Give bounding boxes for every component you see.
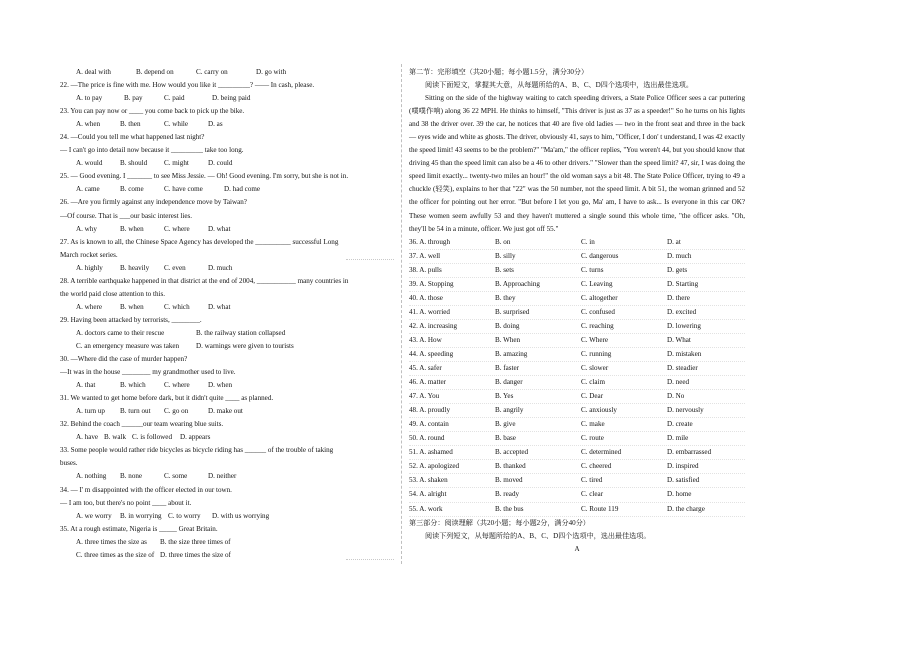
section-header-cloze: 第二节：完形填空（共20小题；每小题1.5分，满分30分）	[409, 68, 589, 76]
answer-option: D. what	[208, 302, 231, 311]
question-line: 28. A terrible earthquake happened in that district at the end of 2004, ___________ many countries in	[60, 276, 349, 285]
answer-option: A. three times the size as	[76, 537, 147, 546]
answer-option: D. much	[208, 263, 233, 272]
choice-option: 42. A. increasing	[409, 321, 458, 330]
answer-option: C. even	[164, 263, 186, 272]
choice-option: 39. A. Stopping	[409, 279, 454, 288]
question-line: 24. —Could you tell me what happened last night?	[60, 133, 205, 142]
answer-option: A. where	[76, 302, 102, 311]
answer-option: D. three times the size of	[160, 550, 231, 559]
dotted-leader	[346, 259, 394, 260]
answer-option: A. deal with	[76, 68, 111, 76]
choice-option: B. accepted	[495, 448, 529, 457]
question-line: —Of course. That is ___our basic interest lies.	[60, 211, 193, 220]
choice-option: B. silly	[495, 251, 516, 260]
choice-option: D. at	[667, 237, 681, 246]
choice-option: 44. A. speeding	[409, 349, 454, 358]
question-line: 23. You can pay now or ____ you come back to pick up the bike.	[60, 107, 245, 116]
answer-option: B. then	[120, 120, 141, 129]
choice-option: C. route	[581, 434, 604, 443]
answer-option: B. the size three times of	[160, 537, 231, 546]
choice-option: D. home	[667, 490, 692, 499]
answer-option: D. could	[208, 159, 233, 168]
answer-option: A. came	[76, 185, 100, 194]
answer-option: A. to pay	[76, 94, 103, 103]
choice-option: 43. A. How	[409, 335, 442, 344]
answer-option: A. highly	[76, 263, 103, 272]
choice-option: C. Dear	[581, 392, 604, 401]
choice-option: C. confused	[581, 307, 615, 316]
answer-option: B. when	[120, 302, 144, 311]
answer-options	[60, 327, 394, 340]
choice-option: D. embarrassed	[667, 448, 712, 457]
choice-option: D. No	[667, 392, 685, 401]
answer-option: C. where	[164, 224, 190, 233]
choice-option: B. surprised	[495, 307, 530, 316]
choice-option: C. dangerous	[581, 251, 619, 260]
choice-row	[409, 390, 745, 404]
choice-option: D. much	[667, 251, 692, 260]
answer-option: A. why	[76, 224, 97, 233]
answer-option: D. had come	[224, 185, 261, 194]
choice-option: D. mistaken	[667, 349, 702, 358]
choice-option: D. inspired	[667, 462, 699, 471]
answer-option: B. depend on	[136, 68, 174, 76]
choice-option: D. gets	[667, 265, 688, 274]
choice-option: B. on	[495, 237, 511, 246]
choice-option: C. slower	[581, 364, 609, 373]
choice-option: 52. A. apologized	[409, 462, 460, 471]
choice-row	[409, 503, 745, 517]
choice-row	[409, 320, 745, 334]
choice-option: D. lowering	[667, 321, 701, 330]
choice-row	[409, 376, 745, 390]
question-line: 25. — Good evening. I _______ to see Miss Jessie. — Oh! Good evening. I'm sorry, but she is not in.	[60, 172, 349, 181]
choice-option: C. reaching	[581, 321, 614, 330]
cloze-choices	[409, 236, 745, 517]
answer-option: B. in worrying	[120, 511, 162, 520]
choice-row	[409, 418, 745, 432]
choice-row	[409, 236, 745, 250]
answer-option: C. is followed	[132, 433, 172, 442]
choice-option: 36. A. through	[409, 237, 450, 246]
choice-option: 46. A. matter	[409, 378, 447, 387]
choice-option: D. the charge	[667, 504, 705, 513]
column-divider	[401, 64, 402, 564]
choice-option: C. Route 119	[581, 504, 619, 513]
choice-option: 40. A. those	[409, 293, 443, 302]
choice-row	[409, 488, 745, 502]
choice-row	[409, 264, 745, 278]
choice-option: C. cheered	[581, 462, 612, 471]
question-line: 35. At a rough estimate, Nigeria is _____ Great Britain.	[60, 524, 218, 533]
choice-option: B. amazing	[495, 349, 528, 358]
answer-options	[60, 536, 394, 549]
answer-option: A. nothing	[76, 472, 107, 481]
answer-option: D. being paid	[212, 94, 251, 103]
answer-option: D. neither	[208, 472, 237, 481]
choice-option: B. danger	[495, 378, 523, 387]
choice-row	[409, 306, 745, 320]
choice-option: B. the bus	[495, 504, 524, 513]
choice-option: C. tired	[581, 476, 603, 485]
answer-option: A. that	[76, 381, 96, 390]
choice-option: 50. A. round	[409, 434, 445, 443]
choice-option: 53. A. shaken	[409, 476, 448, 485]
answer-option: D. what	[208, 224, 231, 233]
choice-option: 48. A. proudly	[409, 406, 450, 415]
choice-row	[409, 446, 745, 460]
answer-option: B. pay	[124, 94, 143, 103]
right-column	[409, 66, 745, 556]
question-line: 30. —Where did the case of murder happen?	[60, 355, 188, 364]
answer-option: D. with us worrying	[212, 511, 270, 520]
answer-options	[60, 183, 394, 196]
choice-option: C. running	[581, 349, 612, 358]
answer-option: B. turn out	[120, 407, 151, 416]
question-line: 29. Having been attacked by terrorists, ________.	[60, 315, 202, 324]
question-line: the world paid close attention to this.	[60, 289, 166, 298]
answer-option: D. when	[208, 381, 233, 390]
choice-option: 51. A. ashamed	[409, 448, 453, 457]
answer-option: A. turn up	[76, 407, 105, 416]
answer-option: B. the railway station collapsed	[196, 328, 286, 337]
answer-option: C. which	[164, 302, 190, 311]
choice-option: D. excited	[667, 307, 697, 316]
choice-option: B. give	[495, 420, 516, 429]
choice-option: C. claim	[581, 378, 606, 387]
question-line: 31. We wanted to get home before dark, but it didn't quite ____ as planned.	[60, 394, 274, 403]
choice-option: B. base	[495, 434, 516, 443]
choice-option: C. determined	[581, 448, 622, 457]
answer-options	[60, 340, 394, 353]
choice-row	[409, 348, 745, 362]
choice-option: 45. A. safer	[409, 364, 442, 373]
choice-option: D. need	[667, 378, 690, 387]
question-line: March rocket series.	[60, 249, 394, 262]
answer-option: B. heavily	[120, 263, 150, 272]
answer-option: D. warnings were given to tourists	[196, 341, 294, 350]
choice-option: C. altogether	[581, 293, 618, 302]
answer-option: B. should	[120, 159, 148, 168]
question-line: 22. —The price is fine with me. How would you like it _________? —— In cash, please.	[60, 81, 315, 90]
choice-row	[409, 460, 745, 474]
answer-option: A. would	[76, 159, 103, 168]
answer-options	[60, 157, 394, 170]
choice-row	[409, 362, 745, 376]
answer-option: C. carry on	[196, 68, 228, 76]
question-line: 34. — I' m disappointed with the officer elected in our town.	[60, 485, 232, 494]
question-line: 27. As is known to all, the Chinese Space Agency has developed the __________ successful Long	[60, 237, 339, 246]
answer-option: B. none	[120, 472, 143, 481]
choice-option: D. satisfied	[667, 476, 700, 485]
choice-row	[409, 292, 745, 306]
answer-option: A. we worry	[76, 511, 112, 520]
answer-option: C. where	[164, 381, 190, 390]
choice-option: D. What	[667, 335, 691, 344]
choice-option: D. create	[667, 420, 693, 429]
answer-options	[60, 66, 394, 79]
choice-row	[409, 474, 745, 488]
instruction-cloze: 阅读下面短文，掌握其大意，从每题所给的A、B、C、D四个选项中，选出最佳选项。	[425, 81, 693, 90]
cloze-passage: Sitting on the side of the highway waiting to catch speeding drivers, a State Police Officer sees a car puttering (噗噗作响) along 36 22 MPH. He thinks to himself, "This driver is just as 37 as a speeder!" So he turns on his lights and 38 the driver over. 39 the car, he notices that 40 are five old ladies — two in the front seat and three in the back — eyes wide and white as ghosts. The driver, obviously 41, says to him, "Officer, I don' t understand, I was 42 exactly the speed limit! 43 seems to be the problem?" "Ma'am," the officer replies, "You weren't 44, but you should know that driving 45 than the speed limit can also be a 46 to other drivers." "Slower than the speed limit? 47, sir, I was doing the speed limit exactly... twenty-two miles an hour!" the old woman says a bit 48. The State Police Officer, trying to 49 a chuckle (轻笑), explains to her that "22" was the 50 number, not the speed limit. A bit 51, the woman grinned and 52 the officer for pointing out her error. "But before I let you go, Ma' am, I have to ask... Is everyone in this car OK? These women seem awfully 53 and they haven't muttered a single sound this whole time, "the officer asks. "Oh, they'll be 54 in a minute, officer. We just got off 55."	[409, 94, 745, 233]
answer-options	[60, 118, 394, 131]
answer-option: A. doctors came to their rescue	[76, 328, 165, 337]
answer-options	[60, 510, 394, 523]
answer-options	[60, 549, 394, 562]
choice-option: 47. A. You	[409, 392, 440, 401]
choice-row	[409, 404, 745, 418]
answer-option: C. some	[164, 472, 188, 481]
answer-option: C. three times as the size of	[76, 550, 155, 559]
answer-option: C. go on	[164, 407, 189, 416]
question-line: 32. Behind the coach ______our team wearing blue suits.	[60, 420, 224, 429]
choice-option: C. turns	[581, 265, 604, 274]
question-line: —It was in the house ________ my grandmother used to live.	[60, 368, 236, 377]
answer-options	[60, 379, 394, 392]
answer-option: D. as	[208, 120, 223, 129]
answer-option: C. an emergency measure was taken	[76, 341, 180, 350]
question-line: 26. —Are you firmly against any independence move by Taiwan?	[60, 198, 247, 207]
question-line: — I am too, but there's no point ____ about it.	[60, 498, 192, 507]
choice-option: C. clear	[581, 490, 604, 499]
answer-option: C. might	[164, 159, 189, 168]
question-line: 33. Some people would rather ride bicycles as bicycle riding has ______ of the trouble of taking	[60, 446, 334, 455]
question-line: buses.	[60, 459, 78, 468]
choice-option: C. Leaving	[581, 279, 613, 288]
answer-options	[60, 262, 394, 275]
choice-option: C. anxiously	[581, 406, 617, 415]
choice-option: B. faster	[495, 364, 520, 373]
reading-passage-label: A	[574, 544, 580, 553]
section-header-reading: 第三部分：阅读理解（共20小题；每小题2分，满分40分）	[409, 518, 590, 527]
choice-row	[409, 334, 745, 348]
choice-option: B. angrily	[495, 406, 524, 415]
answer-option: D. appears	[180, 433, 211, 442]
choice-option: 55. A. work	[409, 504, 443, 513]
choice-option: D. mile	[667, 434, 689, 443]
choice-option: 54. A. alright	[409, 490, 447, 499]
answer-option: D. go with	[256, 68, 287, 76]
choice-option: 38. A. pulls	[409, 265, 442, 274]
answer-option: C. while	[164, 120, 189, 129]
choice-option: B. they	[495, 293, 516, 302]
answer-options	[60, 223, 394, 236]
answer-options	[60, 301, 394, 314]
answer-option: D. make out	[208, 407, 243, 416]
choice-option: 37. A. well	[409, 251, 441, 260]
answer-option: B. which	[120, 381, 146, 390]
answer-option: C. paid	[164, 94, 185, 103]
answer-options	[60, 431, 394, 444]
answer-option: A. when	[76, 120, 101, 129]
choice-option: B. When	[495, 335, 521, 344]
choice-option: B. thanked	[495, 462, 526, 471]
choice-option: 41. A. worried	[409, 307, 450, 316]
choice-row	[409, 250, 745, 264]
choice-option: D. Starting	[667, 279, 699, 288]
answer-option: C. have come	[164, 185, 203, 194]
choice-option: 49. A. contain	[409, 420, 449, 429]
choice-option: D. nervously	[667, 406, 704, 415]
instruction-reading: 阅读下列短文，从每题所给的A、B、C、D四个选项中，选出最佳选项。	[425, 531, 651, 540]
answer-options	[60, 405, 394, 418]
dotted-leader	[346, 559, 394, 560]
answer-option: C. to worry	[168, 511, 201, 520]
choice-option: B. Approaching	[495, 279, 540, 288]
answer-option: A. have	[76, 433, 99, 442]
left-column	[60, 66, 394, 562]
answer-option: B. when	[120, 224, 144, 233]
choice-row	[409, 278, 745, 292]
choice-option: C. make	[581, 420, 605, 429]
answer-option: B. come	[120, 185, 144, 194]
choice-option: B. Yes	[495, 392, 514, 401]
choice-option: C. Where	[581, 335, 609, 344]
choice-option: B. doing	[495, 321, 520, 330]
choice-option: C. in	[581, 237, 595, 246]
question-line: — I can't go into detail now because it _________ take too long.	[60, 146, 244, 155]
choice-option: D. steadier	[667, 364, 698, 373]
answer-options	[60, 470, 394, 483]
choice-option: B. ready	[495, 490, 520, 499]
choice-row	[409, 432, 745, 446]
choice-option: B. moved	[495, 476, 523, 485]
choice-option: B. sets	[495, 265, 514, 274]
choice-option: D. there	[667, 293, 690, 302]
answer-options	[60, 92, 394, 105]
answer-option: B. walk	[104, 433, 127, 442]
